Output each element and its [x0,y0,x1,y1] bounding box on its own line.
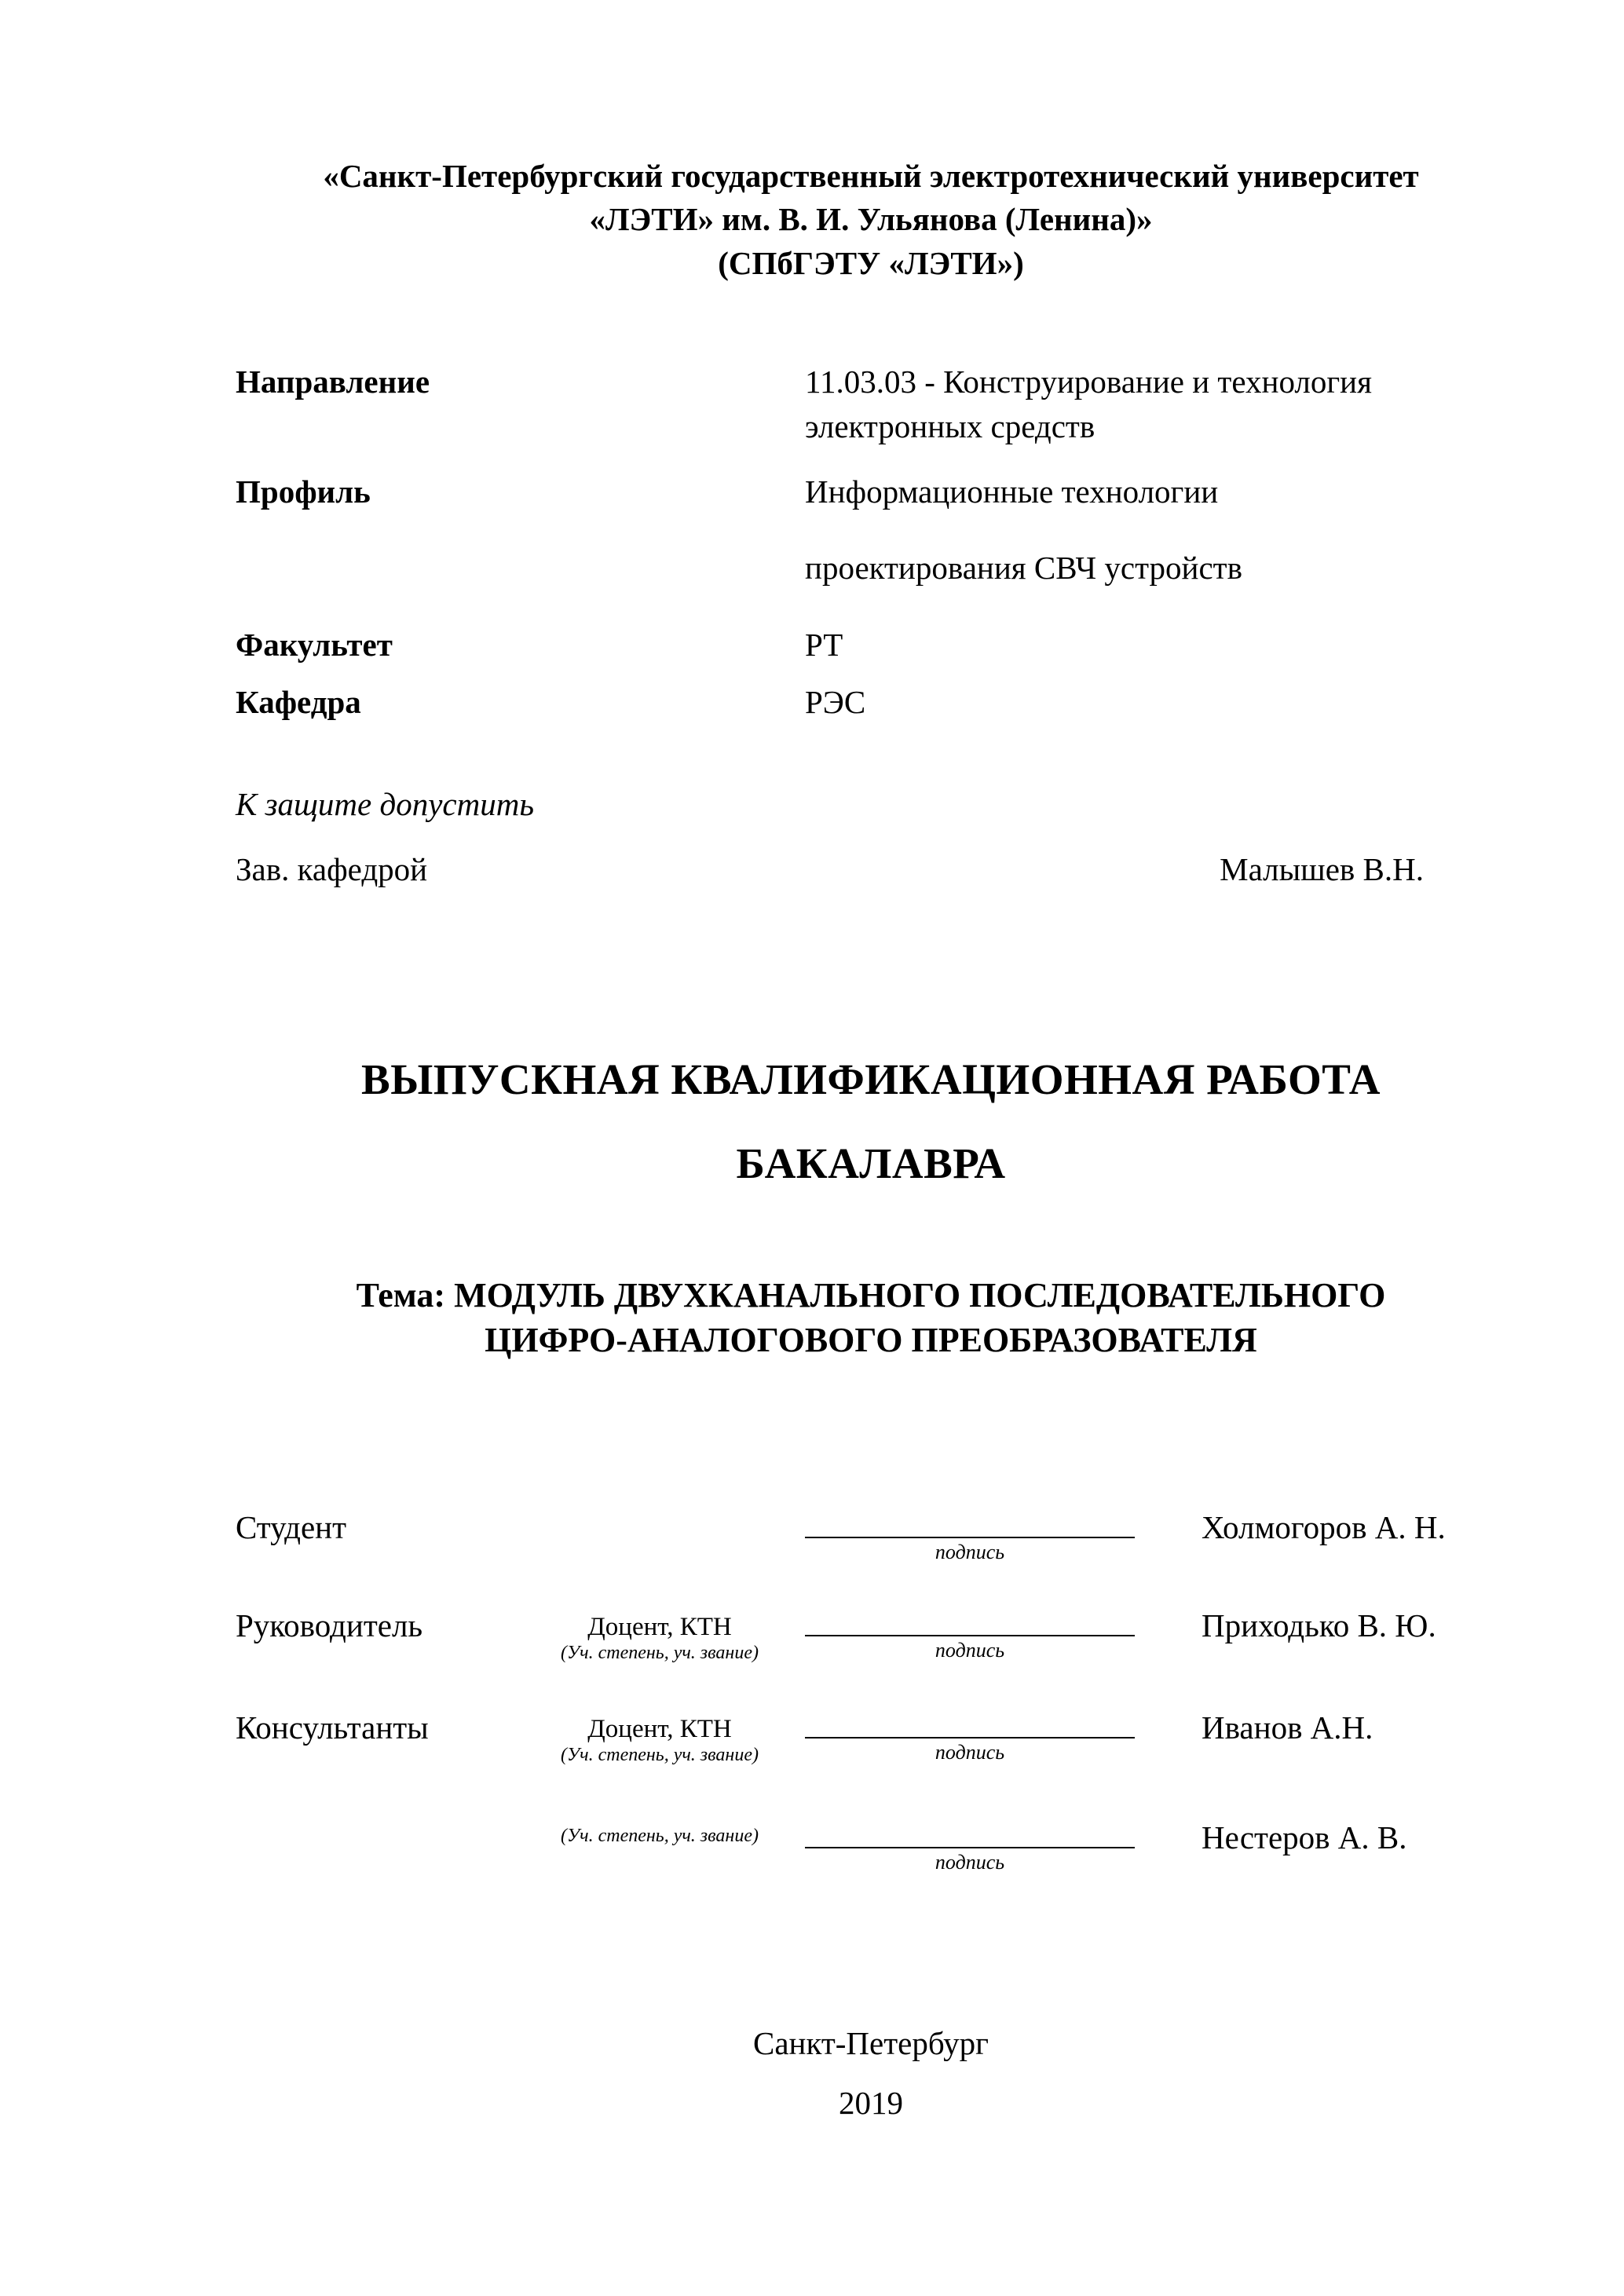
signature-block [236,1504,1506,1877]
university-name-line1: «Санкт-Петербургский государственный электротехнический университет [323,158,1419,194]
signature-degree-cell [534,1602,785,1665]
department-head-row [236,847,1506,892]
signature-role: Студент [236,1509,347,1546]
thesis-title [236,1037,1506,1206]
profile-value [805,470,1506,591]
signature-line [805,1814,1135,1848]
signature-name: Иванов А.Н. [1202,1709,1373,1746]
signature-row-consultant-2 [236,1814,1506,1877]
signature-line [805,1504,1135,1538]
faculty-label: Факультет [236,626,393,663]
field-row-direction [236,360,1506,450]
thesis-topic-line1: Тема: МОДУЛЬ ДВУХКАНАЛЬНОГО ПОСЛЕДОВАТЕЛЬНОГО [356,1275,1386,1314]
direction-label: Направление [236,364,430,400]
signature-name: Холмогоров А. Н. [1202,1509,1446,1546]
signature-caption: подпись [935,1851,1005,1874]
signature-line [805,1602,1135,1636]
signature-line-cell [785,1704,1158,1765]
thesis-topic-line2: ЦИФРО-АНАЛОГОВОГО ПРЕОБРАЗОВАТЕЛЯ [485,1320,1257,1359]
thesis-topic [236,1273,1506,1362]
profile-label: Профиль [236,473,371,510]
signature-caption: подпись [935,1639,1005,1662]
department-head-name: Малышев В.Н. [1220,850,1424,887]
program-fields [236,360,1506,725]
signature-name: Нестеров А. В. [1202,1819,1407,1856]
signature-role: Консультанты [236,1709,429,1746]
footer-year: 2019 [839,2084,903,2121]
department-value: РЭС [805,683,866,720]
degree-caption: (Уч. степень, уч. звание) [561,1745,759,1766]
thesis-title-line2: БАКАЛАВРА [736,1139,1006,1188]
signature-degree-cell [534,1814,785,1877]
profile-value-line2: проектирования СВЧ устройств [805,550,1242,587]
signature-line [805,1704,1135,1738]
signature-row-student [236,1504,1506,1567]
signature-line-cell [785,1602,1158,1663]
signature-caption: подпись [935,1541,1005,1564]
profile-value-line1: Информационные технологии [805,473,1219,510]
degree-text: Доцент, КТН [587,1715,732,1744]
thesis-title-line1: ВЫПУСКНАЯ КВАЛИФИКАЦИОННАЯ РАБОТА [361,1055,1381,1104]
department-head-label: Зав. кафедрой [236,850,428,887]
signature-line-cell [785,1504,1158,1565]
signature-role [236,1814,534,1819]
degree-caption: (Уч. степень, уч. звание) [561,1826,759,1847]
signature-line-cell [785,1814,1158,1875]
signature-degree-cell [534,1504,785,1567]
university-name-line2: «ЛЭТИ» им. В. И. Ульянова (Ленина)» [589,201,1153,238]
department-label: Кафедра [236,683,361,720]
field-row-profile [236,470,1506,591]
signature-role: Руководитель [236,1607,423,1644]
faculty-value: РТ [805,626,843,663]
signature-row-consultant-1 [236,1704,1506,1767]
university-header [236,155,1506,285]
footer-city: Санкт-Петербург [753,2025,989,2061]
signature-row-supervisor [236,1602,1506,1665]
field-row-faculty [236,623,1506,667]
direction-value: 11.03.03 - Конструирование и технология электронных средств [805,364,1372,445]
university-abbreviation: (СПбГЭТУ «ЛЭТИ») [718,244,1024,281]
signature-caption: подпись [935,1741,1005,1764]
signature-degree-cell [534,1704,785,1767]
field-row-department [236,680,1506,725]
degree-text: Доцент, КТН [587,1613,732,1642]
admit-to-defense-line: К защите допустить [236,786,534,823]
footer [236,2014,1506,2133]
degree-caption: (Уч. степень, уч. звание) [561,1643,759,1664]
signature-name: Приходько В. Ю. [1202,1607,1436,1644]
